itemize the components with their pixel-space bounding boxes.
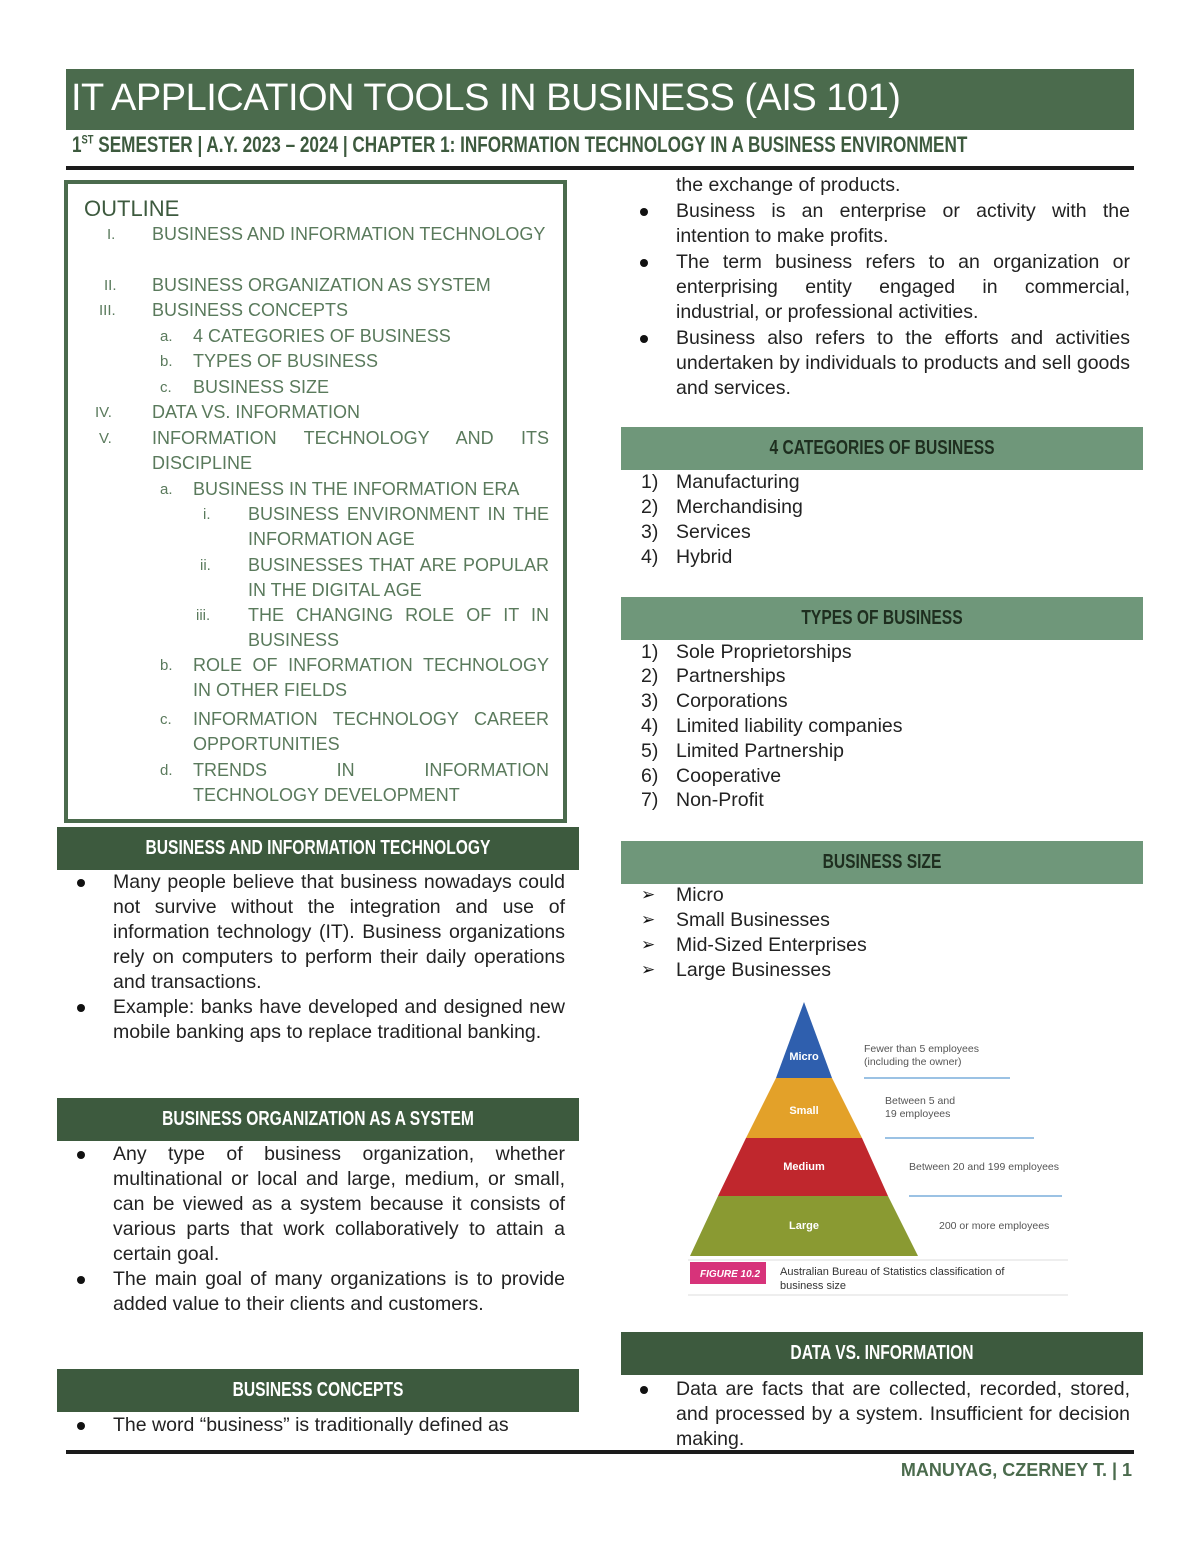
outline-item: INFORMATION TECHNOLOGY AND ITS DISCIPLINE xyxy=(152,428,549,473)
section-heading-categories xyxy=(621,427,1143,470)
paragraph: The word “business” is traditionally defined as xyxy=(113,1414,509,1436)
outline-item: TYPES OF BUSINESS xyxy=(193,351,379,371)
outline-item: 4 CATEGORIES OF BUSINESS xyxy=(193,326,451,346)
outline-title: OUTLINE xyxy=(84,196,180,221)
footer-author-page: MANUYAG, CZERNEY T. | 1 xyxy=(900,1460,1132,1480)
list-item: Sole Proprietorships xyxy=(676,641,852,663)
arrow-bullet-icon: ➢ xyxy=(641,960,656,980)
list-number: 4) xyxy=(641,546,659,568)
list-number: 1) xyxy=(641,641,659,663)
outline-number: IV. xyxy=(95,404,112,421)
outline-number: V. xyxy=(99,430,112,447)
paragraph: Business also refers to the efforts and activities undertaken by individuals to products and sell goods and services. xyxy=(676,327,1130,399)
footer-rule xyxy=(66,1450,1134,1454)
list-item: Manufacturing xyxy=(676,471,800,493)
list-item: Limited Partnership xyxy=(676,740,844,762)
arrow-bullet-icon: ➢ xyxy=(641,885,656,905)
pyramid-label: Micro xyxy=(789,1051,819,1063)
outline-number: b. xyxy=(160,353,173,370)
outline-number: II. xyxy=(104,277,117,294)
outline-item: BUSINESS AND INFORMATION TECHNOLOGY xyxy=(152,224,546,244)
arrow-bullet-icon: ➢ xyxy=(641,910,656,930)
list-number: 7) xyxy=(641,789,659,811)
section-heading-label: BUSINESS CONCEPTS xyxy=(232,1379,404,1401)
pyramid-description: (including the owner) xyxy=(864,1056,962,1068)
section-heading-label: DATA VS. INFORMATION xyxy=(790,1342,974,1364)
list-item: Small Businesses xyxy=(676,909,830,931)
paragraph: The term business refers to an organization or enterprising entity engaged in commercial, industrial, or professional activities. xyxy=(676,251,1130,323)
list-number: 2) xyxy=(641,496,659,518)
list-item: Micro xyxy=(676,884,724,906)
pyramid-description: Between 20 and 199 employees xyxy=(909,1161,1060,1173)
pyramid-description: 19 employees xyxy=(885,1108,951,1120)
title-bar xyxy=(66,69,1134,130)
document-subtitle xyxy=(72,132,967,158)
subtitle-superscript: ST xyxy=(81,132,94,147)
outline-item: ROLE OF INFORMATION TECHNOLOGY IN OTHER FIELDS xyxy=(193,655,549,700)
list-number: 3) xyxy=(641,690,659,712)
pyramid-level-micro xyxy=(776,1002,832,1078)
list-item: Hybrid xyxy=(676,546,733,568)
paragraph-continuation: the exchange of products. xyxy=(676,174,901,196)
figure-tag: FIGURE 10.2 xyxy=(700,1269,761,1280)
outline-number: d. xyxy=(160,762,173,779)
outline-number: III. xyxy=(99,302,116,319)
section-heading-label: 4 CATEGORIES OF BUSINESS xyxy=(769,437,995,459)
list-number: 6) xyxy=(641,765,659,787)
bullet-icon xyxy=(77,1151,85,1159)
pyramid-label: Small xyxy=(789,1105,819,1117)
list-item: Services xyxy=(676,521,751,543)
outline-item: INFORMATION TECHNOLOGY CAREER OPPORTUNITIES xyxy=(193,709,549,754)
list-item: Partnerships xyxy=(676,665,786,687)
outline-number: c. xyxy=(160,711,172,728)
paragraph: Example: banks have developed and designed new mobile banking aps to replace traditional banking. xyxy=(113,996,565,1043)
section-heading-data-vs-information xyxy=(621,1332,1143,1375)
outline-item: BUSINESSES THAT ARE POPULAR IN THE DIGITAL AGE xyxy=(248,555,549,600)
section-heading-business-it xyxy=(57,827,579,870)
section-heading-types xyxy=(621,597,1143,640)
outline-item: BUSINESS SIZE xyxy=(193,377,330,397)
outline-number: ii. xyxy=(200,557,211,574)
pyramid-label: Medium xyxy=(783,1161,825,1173)
section-heading-label: TYPES OF BUSINESS xyxy=(801,607,963,629)
section-heading-business-organization xyxy=(57,1098,579,1141)
list-item: Mid-Sized Enterprises xyxy=(676,934,867,956)
pyramid-svg xyxy=(688,998,1074,1298)
paragraph: Any type of business organization, whether multinational or local and large, medium, or small, can be viewed as a system because it consists of various parts that work collaboratively to attain a certain goal. xyxy=(113,1143,565,1265)
outline-number: b. xyxy=(160,657,173,674)
bullet-icon xyxy=(640,335,648,343)
pyramid-label: Large xyxy=(789,1220,819,1232)
pyramid-description: Fewer than 5 employees xyxy=(864,1043,979,1055)
list-item: Large Businesses xyxy=(676,959,832,981)
subtitle-number: 1 xyxy=(72,132,82,157)
paragraph: Business is an enterprise or activity with the intention to make profits. xyxy=(676,200,1130,247)
outline-number: c. xyxy=(160,379,172,396)
list-number: 5) xyxy=(641,740,659,762)
section-heading-label: BUSINESS AND INFORMATION TECHNOLOGY xyxy=(145,837,491,859)
outline-item: THE CHANGING ROLE OF IT IN BUSINESS xyxy=(248,605,549,650)
section-heading-label: BUSINESS SIZE xyxy=(822,851,942,873)
list-number: 1) xyxy=(641,471,659,493)
section-heading-label: BUSINESS ORGANIZATION AS A SYSTEM xyxy=(162,1108,474,1130)
section-heading-business-concepts xyxy=(57,1369,579,1412)
paragraph: Many people believe that business nowadays could not survive without the integration and use of information technology (IT). Business organizations rely on computers to perform their daily operations and transactions. xyxy=(113,871,565,993)
outline-number: i. xyxy=(203,506,211,523)
business-size-pyramid-figure xyxy=(688,998,1074,1298)
pyramid-description: Between 5 and xyxy=(885,1095,956,1107)
list-number: 2) xyxy=(641,665,659,687)
header-rule xyxy=(66,166,1134,170)
figure-caption: Australian Bureau of Statistics classification of xyxy=(780,1266,1005,1278)
outline-item: DATA VS. INFORMATION xyxy=(152,402,361,422)
list-item: Non-Profit xyxy=(676,789,764,811)
list-item: Corporations xyxy=(676,690,788,712)
paragraph: The main goal of many organizations is to provide added value to their clients and customers. xyxy=(113,1268,565,1315)
bullet-icon xyxy=(77,1276,85,1284)
outline-number: iii. xyxy=(196,607,211,624)
bullet-icon xyxy=(77,1004,85,1012)
figure-caption: business size xyxy=(780,1280,847,1292)
subtitle-text: SEMESTER | A.Y. 2023 – 2024 | CHAPTER 1: INFORMATION TECHNOLOGY IN A BUSINESS ENVIRONMENT xyxy=(93,132,968,157)
outline-item: TRENDS IN INFORMATION TECHNOLOGY DEVELOPMENT xyxy=(193,760,549,805)
bullet-icon xyxy=(77,879,85,887)
list-number: 3) xyxy=(641,521,659,543)
list-item: Merchandising xyxy=(676,496,803,518)
section-heading-business-size xyxy=(621,841,1143,884)
bullet-icon xyxy=(77,1422,85,1430)
list-item: Cooperative xyxy=(676,765,782,787)
outline-number: a. xyxy=(160,328,173,345)
outline-item: BUSINESS ENVIRONMENT IN THE INFORMATION AGE xyxy=(248,504,549,549)
bullet-icon xyxy=(640,208,648,216)
list-number: 4) xyxy=(641,715,659,737)
arrow-bullet-icon: ➢ xyxy=(641,935,656,955)
list-item: Limited liability companies xyxy=(676,715,903,737)
outline-number: I. xyxy=(107,226,116,243)
outline-number: a. xyxy=(160,481,173,498)
outline-item: BUSINESS ORGANIZATION AS SYSTEM xyxy=(152,275,491,295)
paragraph: Data are facts that are collected, recorded, stored, and processed by a system. Insufficient for decision making. xyxy=(676,1378,1130,1450)
pyramid-description: 200 or more employees xyxy=(939,1220,1050,1232)
outline-item: BUSINESS IN THE INFORMATION ERA xyxy=(193,479,520,499)
outline-item: BUSINESS CONCEPTS xyxy=(152,300,349,320)
bullet-icon xyxy=(640,259,648,267)
bullet-icon xyxy=(640,1386,648,1394)
document-title: IT APPLICATION TOOLS IN BUSINESS (AIS 101) xyxy=(71,77,901,119)
